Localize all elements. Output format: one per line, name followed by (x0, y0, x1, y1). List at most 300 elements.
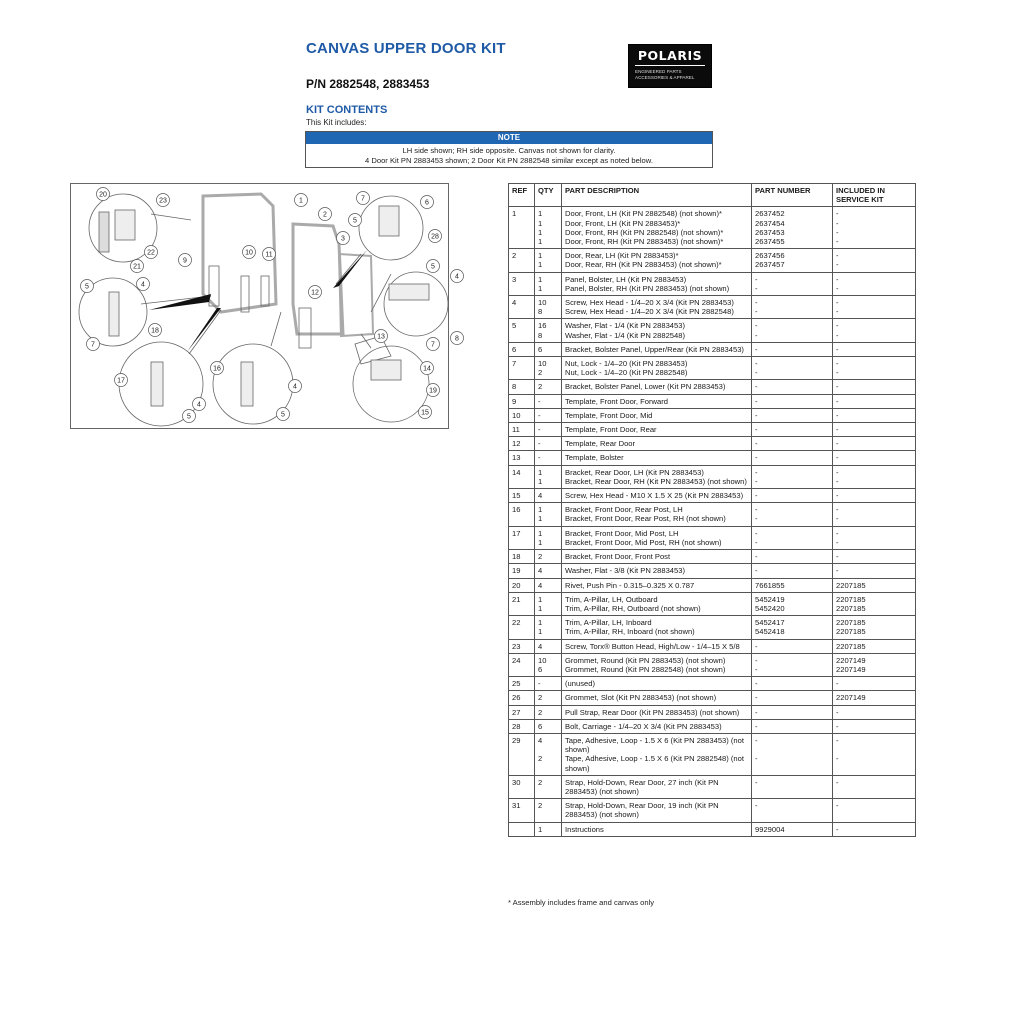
cell-qty (535, 799, 562, 822)
cell-description (562, 653, 752, 676)
cell-description (562, 733, 752, 775)
col-header-service-kit: INCLUDED IN SERVICE KIT (833, 184, 916, 207)
cell-description-text: Screw, Hex Head - 1/4–20 X 3/4 (Kit PN 2883453) Screw, Hex Head - 1/4–20 X 3/4 (Kit PN 2882548) (565, 298, 734, 317)
cell-service-kit (833, 489, 916, 503)
cell-qty-text: 4 (538, 491, 543, 501)
cell-service-kit-text: - - (836, 298, 839, 317)
cell-ref (509, 437, 535, 451)
cell-qty-text: 6 (538, 344, 543, 354)
cell-qty (535, 207, 562, 249)
cell-part-number (752, 465, 833, 488)
cell-part-number-text: 9929004 (755, 824, 785, 834)
svg-text:13: 13 (377, 333, 385, 341)
cell-qty-text: 4 2 (538, 735, 543, 764)
cell-service-kit (833, 357, 916, 380)
cell-description (562, 489, 752, 503)
cell-part-number (752, 677, 833, 691)
svg-text:23: 23 (159, 197, 167, 205)
table-row (509, 408, 916, 422)
cell-description-text: Screw, Hex Head - M10 X 1.5 X 25 (Kit PN 2883453) (565, 491, 744, 501)
cell-service-kit-text: - - (836, 505, 839, 524)
cell-part-number (752, 775, 833, 798)
cell-part-number (752, 272, 833, 295)
cell-service-kit (833, 408, 916, 422)
cell-qty (535, 319, 562, 342)
table-row (509, 705, 916, 719)
cell-service-kit-text: - - (836, 359, 839, 378)
cell-part-number (752, 719, 833, 733)
cell-description (562, 822, 752, 836)
cell-part-number-text: - - (755, 321, 758, 340)
callout-13 (375, 330, 388, 343)
cell-ref-text: 3 (512, 274, 517, 284)
cell-qty-text: 1 (538, 824, 543, 834)
cell-qty-text: 10 6 (538, 655, 547, 674)
cell-qty (535, 394, 562, 408)
table-row (509, 394, 916, 408)
cell-service-kit (833, 249, 916, 272)
cell-service-kit-text: 2207149 2207149 (836, 655, 866, 674)
cell-part-number-text: - (755, 566, 758, 576)
cell-description (562, 342, 752, 356)
cell-qty (535, 775, 562, 798)
table-row (509, 296, 916, 319)
cell-description (562, 408, 752, 422)
cell-ref (509, 380, 535, 394)
cell-ref-text: 28 (512, 721, 521, 731)
cell-qty-text: 1 1 (538, 251, 543, 270)
cell-qty (535, 733, 562, 775)
cell-qty-text: 2 (538, 552, 543, 562)
cell-service-kit (833, 503, 916, 526)
logo-tagline-1: ENGINEERED PARTS (635, 69, 682, 74)
cell-part-number-text: - (755, 396, 758, 406)
cell-part-number (752, 799, 833, 822)
callout-14 (421, 362, 434, 375)
cell-service-kit (833, 526, 916, 549)
cell-service-kit-text: - (836, 382, 839, 392)
cell-qty-text: 10 2 (538, 359, 547, 378)
callout-5 (349, 214, 362, 227)
table-row (509, 319, 916, 342)
svg-text:17: 17 (117, 377, 125, 385)
table-row (509, 733, 916, 775)
callout-12 (309, 286, 322, 299)
cell-ref (509, 272, 535, 295)
cell-qty-text: 10 8 (538, 298, 547, 317)
cell-ref (509, 423, 535, 437)
svg-text:5: 5 (281, 411, 285, 419)
cell-qty (535, 489, 562, 503)
cell-qty (535, 451, 562, 465)
cell-part-number-text: - - (755, 359, 758, 378)
cell-service-kit (833, 451, 916, 465)
cell-description (562, 465, 752, 488)
cell-part-number-text: - (755, 453, 758, 463)
cell-service-kit (833, 775, 916, 798)
cell-description-text: Washer, Flat - 3/8 (Kit PN 2883453) (565, 566, 686, 576)
cell-description (562, 705, 752, 719)
cell-ref-text: 19 (512, 566, 521, 576)
svg-text:7: 7 (361, 195, 365, 203)
cell-service-kit-text: - - (836, 321, 839, 340)
cell-part-number-text: - - (755, 735, 758, 764)
cell-service-kit-text: - - - - (836, 209, 839, 247)
cell-ref-text: 14 (512, 467, 521, 477)
cell-ref (509, 394, 535, 408)
svg-text:8: 8 (455, 335, 459, 343)
cell-part-number (752, 616, 833, 639)
cell-ref-text: 29 (512, 735, 521, 745)
cell-description-text: Bracket, Front Door, Mid Post, LH Bracket, Front Door, Mid Post, RH (not shown) (565, 528, 722, 547)
note-box (305, 131, 713, 168)
svg-text:14: 14 (423, 365, 431, 373)
col-header-part-number: PART NUMBER (752, 184, 833, 207)
cell-service-kit (833, 394, 916, 408)
svg-text:4: 4 (141, 281, 145, 289)
cell-ref (509, 526, 535, 549)
cell-description (562, 592, 752, 615)
cell-ref (509, 799, 535, 822)
cell-ref-text: 11 (512, 425, 520, 435)
note-header: NOTE (306, 132, 712, 144)
svg-text:7: 7 (91, 341, 95, 349)
callout-4 (137, 278, 150, 291)
cell-description-text: Strap, Hold-Down, Rear Door, 27 inch (Kit PN 2883453) (not shown) (565, 777, 719, 796)
cell-description-text: Template, Bolster (565, 453, 624, 463)
cell-part-number-text: - (755, 777, 758, 787)
col-header-ref: REF (509, 184, 535, 207)
col-header-description: PART DESCRIPTION (562, 184, 752, 207)
cell-description-text: Door, Rear, LH (Kit PN 2883453)* Door, Rear, RH (Kit PN 2883453) (not shown)* (565, 251, 722, 270)
cell-service-kit (833, 564, 916, 578)
cell-part-number (752, 408, 833, 422)
cell-ref (509, 578, 535, 592)
cell-part-number (752, 705, 833, 719)
cell-ref (509, 342, 535, 356)
svg-text:22: 22 (147, 249, 155, 257)
cell-part-number (752, 564, 833, 578)
cell-service-kit-text: 2207149 (836, 693, 866, 703)
cell-service-kit-text: - (836, 396, 839, 406)
cell-description-text: Washer, Flat - 1/4 (Kit PN 2883453) Washer, Flat - 1/4 (Kit PN 2882548) (565, 321, 686, 340)
cell-ref-text: 1 (512, 209, 517, 219)
cell-part-number (752, 639, 833, 653)
cell-description-text: Template, Front Door, Mid (565, 410, 653, 420)
cell-part-number (752, 691, 833, 705)
callout-28 (429, 230, 442, 243)
svg-text:2: 2 (323, 211, 327, 219)
cell-part-number-text: - (755, 382, 758, 392)
cell-description (562, 526, 752, 549)
parts-table (508, 183, 916, 837)
cell-service-kit-text: - (836, 552, 839, 562)
svg-text:10: 10 (245, 249, 253, 257)
cell-ref-text: 23 (512, 641, 521, 651)
cell-service-kit (833, 719, 916, 733)
table-row (509, 451, 916, 465)
table-row (509, 592, 916, 615)
cell-ref (509, 489, 535, 503)
cell-qty (535, 465, 562, 488)
table-row (509, 653, 916, 676)
cell-service-kit-text: 2207185 2207185 (836, 618, 866, 637)
svg-text:5: 5 (85, 283, 89, 291)
cell-description (562, 249, 752, 272)
callout-5 (427, 260, 440, 273)
cell-service-kit (833, 691, 916, 705)
cell-part-number (752, 394, 833, 408)
cell-part-number-text: - (755, 679, 758, 689)
cell-ref-text: 4 (512, 298, 517, 308)
cell-part-number (752, 357, 833, 380)
cell-qty (535, 408, 562, 422)
cell-part-number-text: 2637456 2637457 (755, 251, 785, 270)
table-row (509, 489, 916, 503)
cell-qty (535, 249, 562, 272)
cell-description (562, 503, 752, 526)
cell-ref (509, 775, 535, 798)
cell-description (562, 437, 752, 451)
cell-part-number-text: - (755, 721, 758, 731)
cell-description-text: Grommet, Round (Kit PN 2883453) (not shown) Grommet, Round (Kit PN 2882548) (not shown) (565, 655, 726, 674)
callout-10 (243, 246, 256, 259)
callout-22 (145, 246, 158, 259)
table-row (509, 616, 916, 639)
cell-description-text: Nut, Lock - 1/4–20 (Kit PN 2883453) Nut, Lock - 1/4–20 (Kit PN 2882548) (565, 359, 688, 378)
callout-7 (357, 192, 370, 205)
cell-service-kit (833, 592, 916, 615)
callout-5 (81, 280, 94, 293)
cell-part-number-text: - - (755, 274, 758, 293)
kit-contents-heading: KIT CONTENTS (306, 104, 388, 116)
cell-part-number-text: - (755, 693, 758, 703)
svg-text:15: 15 (421, 409, 429, 417)
table-row (509, 719, 916, 733)
cell-description-text: Bracket, Bolster Panel, Lower (Kit PN 2883453) (565, 382, 726, 392)
logo-tagline-2: ACCESSORIES & APPAREL (635, 74, 695, 80)
cell-part-number (752, 578, 833, 592)
svg-text:5: 5 (431, 263, 435, 271)
cell-qty-text: 1 1 (538, 467, 543, 486)
callout-7 (87, 338, 100, 351)
cell-ref (509, 451, 535, 465)
cell-part-number (752, 489, 833, 503)
cell-qty (535, 653, 562, 676)
cell-qty (535, 296, 562, 319)
callout-5 (277, 408, 290, 421)
svg-text:7: 7 (431, 341, 435, 349)
cell-description-text: Bolt, Carriage - 1/4–20 X 3/4 (Kit PN 2883453) (565, 721, 722, 731)
cell-ref (509, 639, 535, 653)
cell-ref (509, 550, 535, 564)
cell-qty-text: - (538, 439, 541, 449)
cell-qty-text: 4 (538, 580, 543, 590)
cell-qty-text: 2 (538, 801, 543, 811)
cell-service-kit (833, 423, 916, 437)
callout-23 (157, 194, 170, 207)
cell-description (562, 616, 752, 639)
cell-ref (509, 408, 535, 422)
cell-part-number (752, 451, 833, 465)
callout-2 (319, 208, 332, 221)
cell-service-kit (833, 799, 916, 822)
cell-description-text: Bracket, Bolster Panel, Upper/Rear (Kit PN 2883453) (565, 344, 744, 354)
cell-service-kit (833, 465, 916, 488)
cell-qty-text: 1 1 1 1 (538, 209, 543, 247)
cell-service-kit (833, 296, 916, 319)
cell-qty (535, 380, 562, 394)
cell-description (562, 207, 752, 249)
cell-service-kit-text: - (836, 824, 839, 834)
cell-ref (509, 677, 535, 691)
cell-description (562, 719, 752, 733)
callout-1 (295, 194, 308, 207)
cell-description-text: Template, Front Door, Forward (565, 396, 668, 406)
cell-description-text: Trim, A-Pillar, LH, Inboard Trim, A-Pillar, RH, Inboard (not shown) (565, 618, 695, 637)
cell-qty (535, 272, 562, 295)
cell-description-text: Bracket, Front Door, Rear Post, LH Bracket, Front Door, Rear Post, RH (not shown) (565, 505, 726, 524)
cell-ref-text: 5 (512, 321, 517, 331)
callout-18 (149, 324, 162, 337)
cell-ref (509, 207, 535, 249)
callout-4 (289, 380, 302, 393)
cell-part-number-text: - (755, 552, 758, 562)
cell-part-number (752, 423, 833, 437)
table-row (509, 272, 916, 295)
cell-service-kit-text: - (836, 410, 839, 420)
exploded-parts-diagram (70, 183, 459, 429)
cell-qty (535, 357, 562, 380)
cell-part-number-text: - (755, 801, 758, 811)
cell-description (562, 775, 752, 798)
cell-ref-text: 15 (512, 491, 521, 501)
table-row (509, 423, 916, 437)
cell-service-kit (833, 705, 916, 719)
cell-part-number-text: - (755, 491, 758, 501)
cell-part-number (752, 207, 833, 249)
callout-9 (179, 254, 192, 267)
cell-service-kit (833, 578, 916, 592)
table-row (509, 775, 916, 798)
table-row (509, 380, 916, 394)
table-row (509, 822, 916, 836)
cell-qty-text: - (538, 453, 541, 463)
callout-6 (421, 196, 434, 209)
cell-ref-text: 12 (512, 439, 521, 449)
table-row (509, 550, 916, 564)
table-row (509, 503, 916, 526)
cell-ref (509, 733, 535, 775)
cell-service-kit-text: - (836, 721, 839, 731)
cell-ref-text: 18 (512, 552, 521, 562)
cell-description-text: Trim, A-Pillar, LH, Outboard Trim, A-Pillar, RH, Outboard (not shown) (565, 594, 701, 613)
cell-description-text: Bracket, Rear Door, LH (Kit PN 2883453) Bracket, Rear Door, RH (Kit PN 2883453) (not shown) (565, 467, 747, 486)
cell-ref-text: 2 (512, 251, 517, 261)
cell-qty (535, 639, 562, 653)
table-row (509, 357, 916, 380)
cell-ref-text: 31 (512, 801, 521, 811)
cell-part-number-text: 2637452 2637454 2637453 2637455 (755, 209, 785, 247)
cell-ref-text: 16 (512, 505, 521, 515)
cell-description-text: Door, Front, LH (Kit PN 2882548) (not shown)* Door, Front, LH (Kit PN 2883453)* Door, Front, RH (Kit PN 2882548) (not shown)* Door, Front, RH (Kit PN 2883453) (not shown)* (565, 209, 724, 247)
cell-ref (509, 357, 535, 380)
cell-service-kit-text: - (836, 566, 839, 576)
cell-qty-text: 16 8 (538, 321, 547, 340)
cell-ref (509, 465, 535, 488)
cell-qty (535, 437, 562, 451)
cell-qty-text: 2 (538, 382, 543, 392)
cell-service-kit (833, 207, 916, 249)
cell-service-kit-text: - - (836, 528, 839, 547)
polaris-logo (628, 44, 712, 88)
cell-qty (535, 503, 562, 526)
cell-part-number (752, 249, 833, 272)
cell-description (562, 550, 752, 564)
cell-service-kit (833, 550, 916, 564)
cell-service-kit (833, 437, 916, 451)
cell-qty (535, 705, 562, 719)
cell-service-kit (833, 319, 916, 342)
cell-ref-text: 17 (512, 528, 521, 538)
cell-service-kit-text: - - (836, 735, 839, 764)
cell-qty-text: 2 (538, 707, 543, 717)
cell-part-number-text: 7661855 (755, 580, 785, 590)
cell-service-kit-text: - (836, 439, 839, 449)
cell-qty-text: 2 (538, 693, 543, 703)
table-row (509, 639, 916, 653)
cell-description-text: Screw, Torx® Button Head, High/Low - 1/4–15 X 5/8 (565, 641, 740, 651)
cell-description (562, 564, 752, 578)
svg-text:1: 1 (299, 197, 303, 205)
cell-part-number-text: - - (755, 505, 758, 524)
cell-ref (509, 822, 535, 836)
cell-part-number-text: - (755, 410, 758, 420)
cell-service-kit (833, 653, 916, 676)
cell-part-number (752, 526, 833, 549)
cell-description-text: Panel, Bolster, LH (Kit PN 2883453) Panel, Bolster, RH (Kit PN 2883453) (not shown) (565, 274, 730, 293)
cell-part-number-text: - (755, 439, 758, 449)
table-row (509, 249, 916, 272)
cell-ref-text: 8 (512, 382, 517, 392)
cell-description (562, 380, 752, 394)
cell-ref-text: 24 (512, 655, 521, 665)
cell-description (562, 677, 752, 691)
cell-service-kit-text: - (836, 801, 839, 811)
svg-text:3: 3 (341, 235, 345, 243)
callout-4 (451, 270, 464, 283)
cell-ref-text: 27 (512, 707, 521, 717)
svg-text:20: 20 (99, 191, 107, 199)
cell-ref (509, 616, 535, 639)
svg-text:5: 5 (353, 217, 357, 225)
cell-qty-text: 1 1 (538, 505, 543, 524)
cell-qty-text: 1 1 (538, 594, 543, 613)
cell-service-kit-text: - - (836, 251, 839, 270)
cell-qty (535, 592, 562, 615)
cell-ref-text: 6 (512, 344, 517, 354)
cell-qty (535, 342, 562, 356)
table-row (509, 526, 916, 549)
cell-qty-text: - (538, 396, 541, 406)
cell-description-text: Pull Strap, Rear Door (Kit PN 2883453) (not shown) (565, 707, 740, 717)
callout-19 (427, 384, 440, 397)
table-row (509, 799, 916, 822)
cell-part-number (752, 342, 833, 356)
cell-service-kit-text: - (836, 344, 839, 354)
cell-ref (509, 249, 535, 272)
cell-description-text: Tape, Adhesive, Loop - 1.5 X 6 (Kit PN 2883453) (not shown) Tape, Adhesive, Loop - 1.5 X 6 (Kit PN 2882548) (not shown) (565, 735, 744, 773)
